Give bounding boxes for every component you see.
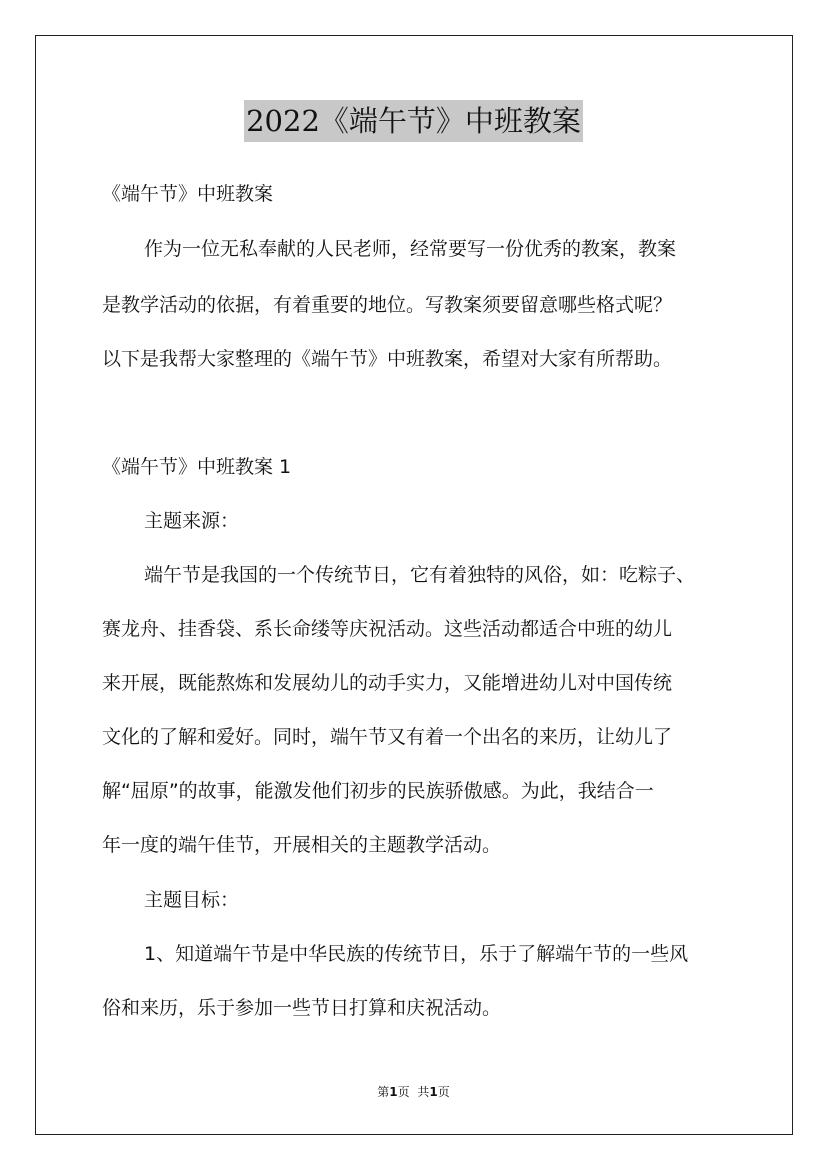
- page-footer: [0, 1083, 827, 1100]
- theme-source-line-1: 端午节是我国的一个传统节日，它有着独特的风俗，如：吃粽子、: [144, 564, 696, 586]
- theme-source-line-2: 赛龙舟、挂香袋、系长命缕等庆祝活动。这些活动都适合中班的幼儿: [102, 618, 673, 640]
- section-heading: 《端午节》中班教案 1: [102, 456, 292, 478]
- footer-page-suffix: 页: [397, 1085, 410, 1099]
- theme-goal-line-2: 俗和来历，乐于参加一些节日打算和庆祝活动。: [102, 997, 502, 1019]
- intro-line-1: 作为一位无私奉献的人民老师，经常要写一份优秀的教案，教案: [144, 238, 677, 260]
- footer-total-suffix: 页: [437, 1085, 450, 1099]
- footer-total-number: 1: [429, 1085, 438, 1099]
- theme-source-line-4: 文化的了解和爱好。同时，端午节又有着一个出名的来历，让幼儿了: [102, 726, 673, 748]
- theme-source-label: 主题来源：: [144, 510, 240, 532]
- footer-page-number: 1: [389, 1085, 398, 1099]
- theme-source-line-3: 来开展，既能熬炼和发展幼儿的动手实力，又能增进幼儿对中国传统: [102, 672, 673, 694]
- intro-line-2: 是教学活动的依据，有着重要的地位。写教案须要留意哪些格式呢？: [102, 294, 673, 316]
- theme-goal-label: 主题目标：: [144, 889, 240, 911]
- theme-source-line-6: 年一度的端午佳节，开展相关的主题教学活动。: [102, 834, 502, 856]
- theme-goal-line-1: 1、知道端午节是中华民族的传统节日，乐于了解端午节的一些风: [144, 943, 689, 965]
- document-title-block: [0, 100, 827, 142]
- subtitle: 《端午节》中班教案: [102, 183, 274, 205]
- document-title: 2022《端午节》中班教案: [244, 100, 583, 142]
- theme-source-line-5: 解“屈原”的故事，能激发他们初步的民族骄傲感。为此，我结合一: [102, 780, 654, 802]
- intro-line-3: 以下是我帮大家整理的《端午节》中班教案，希望对大家有所帮助。: [102, 348, 673, 370]
- footer-total-prefix: 共: [417, 1085, 430, 1099]
- footer-page-prefix: 第: [377, 1085, 390, 1099]
